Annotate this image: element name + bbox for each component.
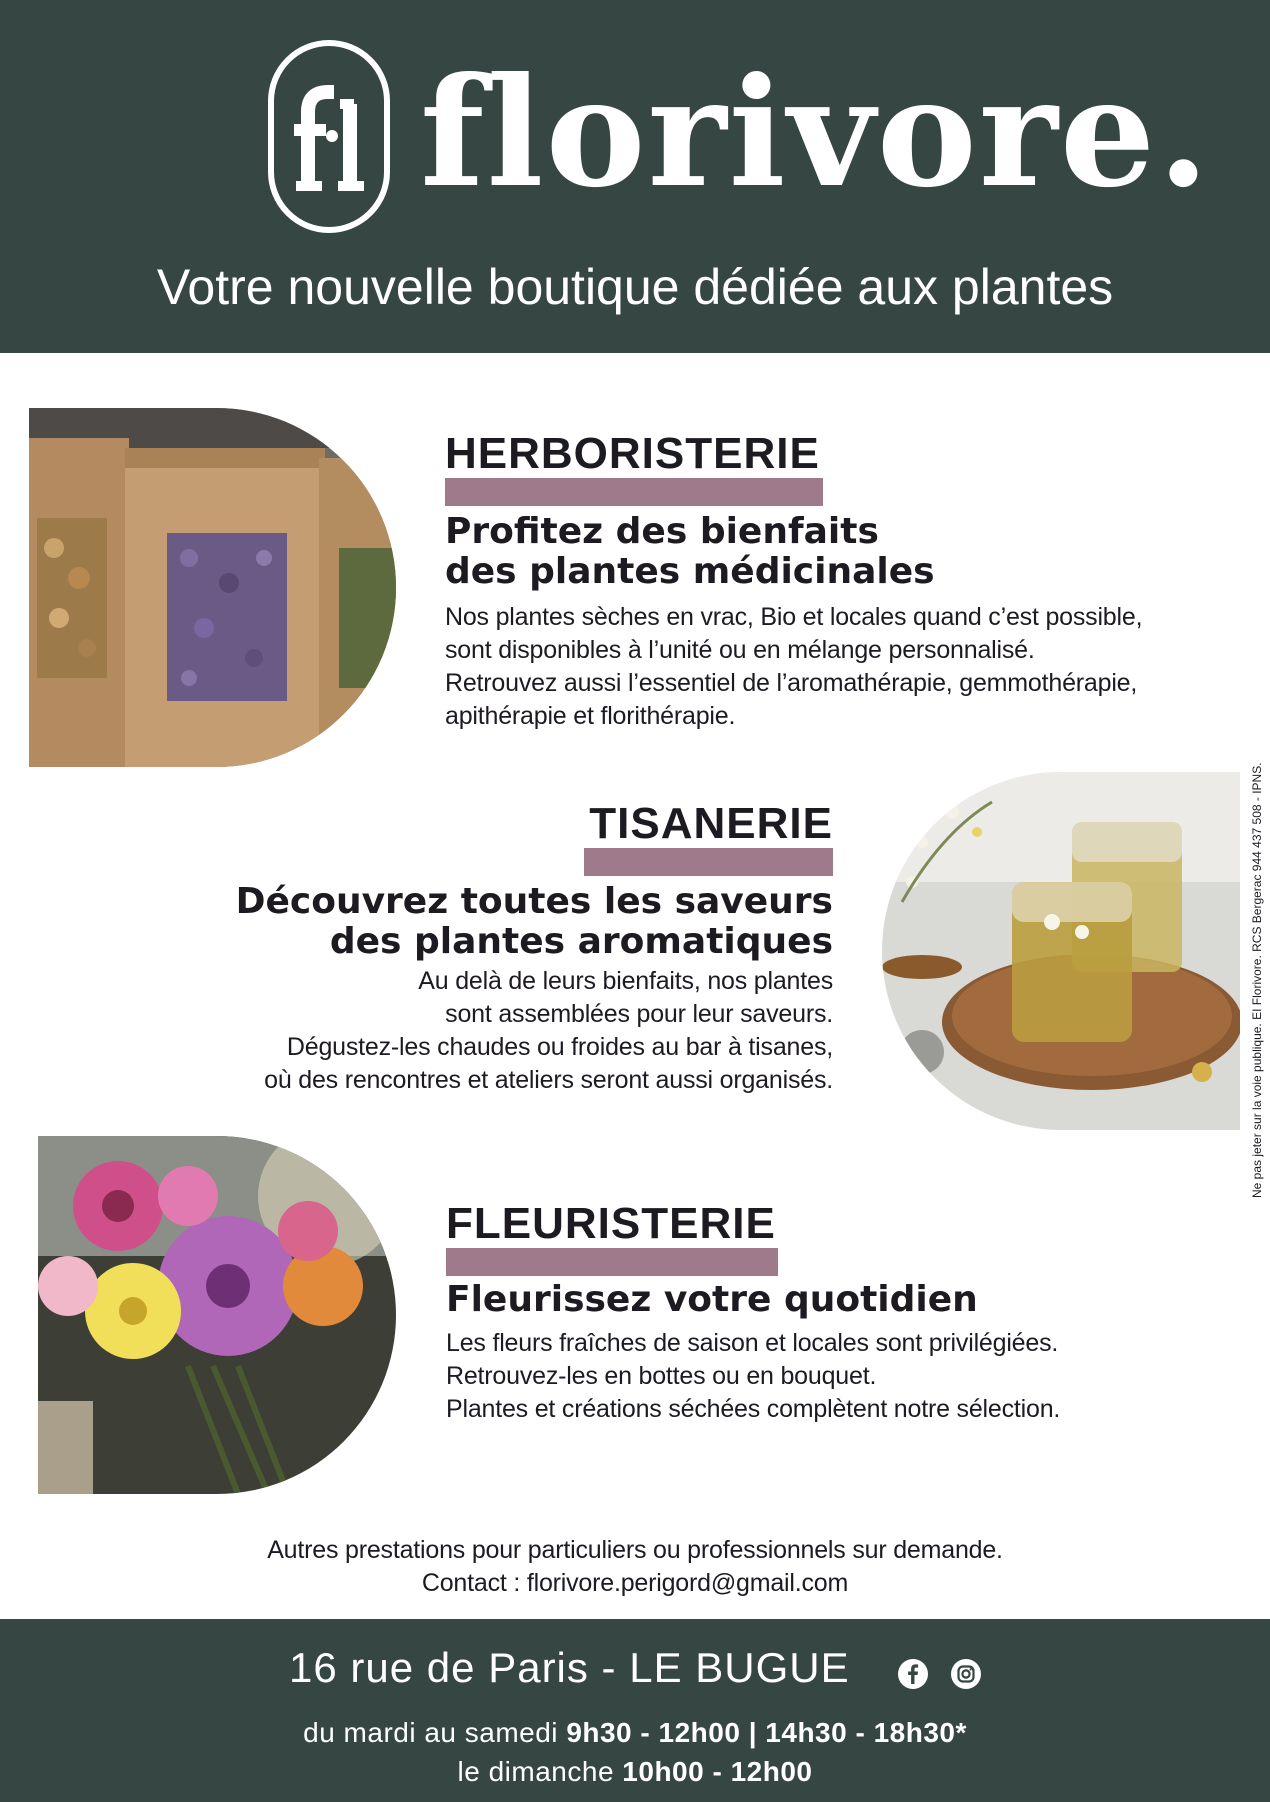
section-title-tisanerie: TISANERIE (589, 799, 833, 848)
address-line (0, 1644, 1270, 1692)
weekday-hours (0, 1719, 1270, 1747)
weekday-label: du mardi au samedi (303, 1717, 559, 1748)
title-underline-bar (446, 1248, 778, 1276)
weekday-times: 9h30 - 12h00 | 14h30 - 18h30* (566, 1717, 967, 1748)
section-body-herboristerie (445, 601, 1142, 733)
legal-note (1250, 708, 1270, 1198)
section-body-fleuristerie (446, 1327, 1060, 1426)
sunday-hours (0, 1758, 1270, 1786)
instagram-icon[interactable] (951, 1659, 981, 1689)
body-line: où des rencontres et ateliers seront aussi organisés. (264, 1066, 833, 1094)
legal-note-text: Ne pas jeter sur la voie publique. EI Florivore. RCS Bergerac 944 437 508 - IPNS. (1250, 762, 1264, 1198)
social-icons (888, 1650, 981, 1692)
header-banner (0, 0, 1270, 353)
section-subtitle-herboristerie (445, 512, 935, 592)
contact-email[interactable]: Contact : florivore.perigord@gmail.com (421, 1569, 849, 1597)
subtitle-line: Fleurissez votre quotidien (446, 1279, 978, 1320)
body-line: apithérapie et florithérapie. (445, 702, 736, 730)
sunday-times: 10h00 - 12h00 (622, 1756, 813, 1787)
body-line: sont assemblées pour leur saveurs. (445, 1000, 833, 1028)
section-body-tisanerie (264, 965, 833, 1097)
section-title-fleuristerie: FLEURISTERIE (446, 1199, 776, 1248)
body-line: Retrouvez-les en bottes ou en bouquet. (446, 1362, 877, 1390)
herbal-tea-photo (882, 772, 1240, 1130)
subtitle-line: Découvrez toutes les saveurs (235, 881, 833, 922)
extra-services (0, 1534, 1270, 1600)
herbal-bags-photo (29, 408, 396, 767)
body-line: Dégustez-les chaudes ou froides au bar à tisanes, (286, 1033, 833, 1061)
title-underline-bar (584, 848, 833, 876)
section-subtitle-fleuristerie (446, 1280, 978, 1320)
title-underline-bar (445, 478, 823, 506)
section-title-herboristerie: HERBORISTERIE (445, 429, 820, 478)
sunday-label: le dimanche (457, 1756, 615, 1787)
extra-services-text: Autres prestations pour particuliers ou professionnels sur demande. (267, 1536, 1003, 1564)
facebook-icon[interactable] (898, 1659, 928, 1689)
footer-banner (0, 1619, 1270, 1802)
body-line: Retrouvez aussi l’essentiel de l’aromathérapie, gemmothérapie, (445, 669, 1138, 697)
body-line: Nos plantes sèches en vrac, Bio et locales quand c’est possible, (445, 603, 1143, 631)
subtitle-line: des plantes médicinales (445, 551, 935, 592)
body-line: Plantes et créations séchées complètent notre sélection. (446, 1395, 1061, 1423)
logo-mark (268, 40, 390, 233)
tagline: Votre nouvelle boutique dédiée aux plantes (156, 259, 1114, 315)
brand-name: florivore. (420, 45, 1212, 221)
subtitle-line: des plantes aromatiques (329, 921, 833, 962)
flower-bouquet-photo (38, 1136, 396, 1494)
shop-address: 16 rue de Paris - LE BUGUE (289, 1644, 850, 1691)
body-line: Les fleurs fraîches de saison et locales sont privilégiées. (446, 1329, 1059, 1357)
logo-monogram-icon (274, 46, 384, 227)
body-line: Au delà de leurs bienfaits, nos plantes (418, 967, 833, 995)
section-subtitle-tisanerie (236, 882, 833, 962)
body-line: sont disponibles à l’unité ou en mélange personnalisé. (445, 636, 1035, 664)
subtitle-line: Profitez des bienfaits (445, 511, 879, 552)
